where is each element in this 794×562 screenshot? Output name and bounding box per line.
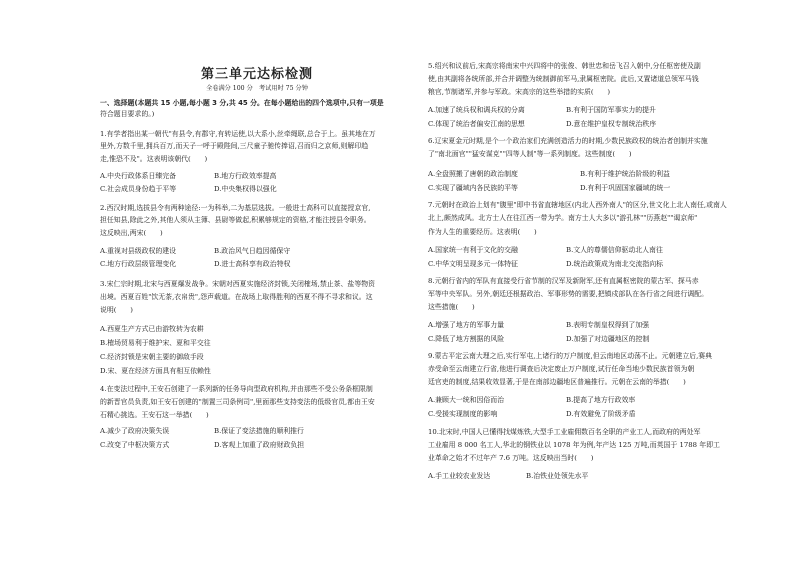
q6-option-a[interactable]: A.全盘照搬了唐朝的政治制度 — [428, 170, 518, 178]
q1-option-b[interactable]: B.地方行政效率提高 — [214, 172, 277, 180]
q7-line-3: 作为人生的重要经历。这表明( ) — [428, 228, 537, 236]
q9-option-b[interactable]: B.提高了地方行政效率 — [566, 396, 636, 404]
q1-line-3: 走,惟恐不及"。这表明该朝代( ) — [100, 155, 208, 163]
q3-option-b[interactable]: B.榷场贸易利于维护宋、夏和平交往 — [100, 339, 211, 347]
q8-line-3: 这些措施( ) — [428, 303, 475, 311]
q4-option-b[interactable]: B.保证了变法措施的顺利推行 — [214, 427, 304, 435]
q1-line-1: 1.有学者指出某一朝代"有县令,有郡守,有转运使,以大系小,丝牵绳联,总合于上。虽其地在万 — [100, 130, 376, 138]
page-subtitle: 全卷满分 100 分 考试用时 75 分钟 — [206, 85, 308, 92]
q5-option-b[interactable]: B.有利于国防军事实力的提升 — [566, 106, 656, 114]
q4-line-2: 的新晋官员负责,如王安石创建的"制置三司条例司",里面那些支持变法的低级官员,都由王安 — [100, 398, 375, 406]
q8-option-c[interactable]: C.降低了地方割据的风险 — [428, 335, 505, 343]
q2-option-c[interactable]: C.地方行政层级管理变化 — [100, 260, 177, 268]
page-title: 第三单元达标检测 — [200, 67, 313, 82]
q3-option-d[interactable]: D.宋、夏在经济方面具有相互依赖性 — [100, 367, 211, 375]
q8-line-2: 军等中央军队。另外,朝廷还根据政治、军事形势的需要,把镇戍部队在各行省之间进行调配。 — [428, 290, 709, 298]
q5-line-3: 粮官,节制诸军,并参与军政。宋高宗的这些举措的实质( ) — [428, 88, 611, 96]
section-title: 一、选择题(本题共 15 小题,每小题 3 分,共 45 分。在每小题给出的四个选项中,只有一项是 — [100, 99, 384, 107]
q4-option-d[interactable]: D.客观上加重了政府财政负担 — [214, 441, 305, 449]
q3-line-2: 出境。西夏百姓"饮无茶,衣帛贵",怨声载道。在战场上取得胜利的西夏不得不寻求和议。这 — [100, 293, 373, 301]
q2-option-a[interactable]: A.重视对县级政权的建设 — [100, 247, 177, 255]
q6-option-c[interactable]: C.实现了疆域内各民族的平等 — [428, 184, 518, 192]
q7-option-b[interactable]: B.文人的尊儒信仰驱动北人南往 — [566, 246, 663, 254]
q2-line-2: 担任知县,除此之外,其他人须从主簿、县尉等做起,积累够规定的资格,才能注授县令职务。 — [100, 216, 371, 224]
q5-option-a[interactable]: A.加速了统兵权和调兵权的分离 — [428, 106, 525, 114]
q4-option-c[interactable]: C.改变了中枢决策方式 — [100, 441, 170, 449]
q10-line-1: 10.北宋时,中国人已懂得找煤炼铁,大型手工业雇佣数百名全职的产业工人,而政府的两处军 — [428, 428, 701, 436]
q9-option-c[interactable]: C.受援实现制度的影响 — [428, 410, 498, 418]
q10-option-b[interactable]: B.冶铁业处领先水平 — [526, 472, 589, 480]
q3-option-c[interactable]: C.经济封锁是宋朝主要的御敌手段 — [100, 353, 204, 361]
q2-line-3: 这反映出,两宋( ) — [100, 229, 163, 237]
q5-line-1: 5.绍兴和议前后,宋高宗将南宋中兴四将中的张俊、韩世忠和岳飞召入朝中,分任枢密使及副 — [428, 62, 701, 70]
q3-option-a[interactable]: A.西夏生产方式已由游牧转为农耕 — [100, 325, 204, 333]
q9-option-a[interactable]: A.兼顾大一统和因俗而治 — [428, 396, 505, 404]
q8-option-b[interactable]: B.表明专制皇权得到了加强 — [566, 321, 650, 329]
q6-option-d[interactable]: D.有利于巩固国家疆域的统一 — [580, 184, 671, 192]
q6-option-b[interactable]: B.有利于维护统治阶级的利益 — [580, 170, 670, 178]
q6-line-2: 了"南北面官""猛安谋克""四等人制"等一系列制度。这些制度( ) — [428, 150, 632, 158]
q5-option-d[interactable]: D.意在维护皇权专制统治秩序 — [566, 120, 657, 128]
q2-option-b[interactable]: B.政治风气日趋因循保守 — [214, 247, 291, 255]
q1-line-2: 里外,方数千里,拥兵百万,而天子一呼于殿陛间,三尺童子驰传捧诏,召而归之京师,则解印趋 — [100, 142, 369, 150]
q7-option-a[interactable]: A.国家统一有利于文化的交融 — [428, 246, 518, 254]
q3-line-1: 3.宋仁宗时期,北宋与西夏爆发战争。宋朝对西夏实施经济封锁,关闭榷场,禁止茶、盐等物资 — [100, 280, 375, 288]
q2-line-1: 2.西汉时期,选拔县令有两种途径:一为科举,二为基层选拔。一般进士高科可以直接授京官, — [100, 204, 371, 212]
q2-option-d[interactable]: D.进士高科享有政治特权 — [214, 260, 291, 268]
section-title-cont: 符合题目要求的。) — [100, 110, 155, 118]
q4-line-3: 石精心挑选。王安石这一举措( ) — [100, 411, 209, 419]
q7-line-2: 北上,颇然成风。北方士人在往江西一带为学。南方士人大多以"游孔林""历燕赵""谒京师" — [428, 214, 698, 222]
q7-option-d[interactable]: D.统治政策成为南北交流指向标 — [566, 260, 664, 268]
q9-option-d[interactable]: D.有效避免了阶级矛盾 — [566, 410, 636, 418]
q7-option-c[interactable]: C.中华文明呈现多元一体特征 — [428, 260, 518, 268]
q5-option-c[interactable]: C.体现了统治者偏安江南的思想 — [428, 120, 525, 128]
q4-line-1: 4.在变法过程中,王安石创建了一系列新的任务导向型政府机构,并由那些不受公务条框限制 — [100, 385, 373, 393]
q6-line-1: 6.辽宋夏金元时期,是个一个政治家们充满创造活力的时期,少数民族政权的统治者创制并实施 — [428, 137, 708, 145]
q10-line-3: 业革命之始才不过年产 7.6 万吨。这反映出当时( ) — [428, 454, 594, 462]
q9-line-3: 廷官吏的制度,结果收效显著,于是在南部边疆地区普遍推行。元朝在云南的举措( ) — [428, 378, 686, 386]
q1-option-c[interactable]: C.社会成员身份趋于平等 — [100, 185, 177, 193]
q8-option-a[interactable]: A.增强了地方的军事力量 — [428, 321, 505, 329]
q7-line-1: 7.元朝时在政治上划有"腹里"即中书省直辖地区(内北人西外南人"的区分,世文化上北人南任,或南人 — [428, 201, 727, 209]
q5-line-2: 使,由其副将各统所部,并合并调整为统制御前军马,隶属枢密院。此后,又置诸道总领军马钱 — [428, 75, 699, 83]
q4-option-a[interactable]: A.减少了政府决策失误 — [100, 427, 170, 435]
q10-line-2: 工业雇用 8 000 名工人,华北的钢铁业以 1078 年为例,年产达 125 万吨,而英国于 1788 年即工 — [428, 441, 720, 449]
q8-line-1: 8.元朝行省内的军队有直接受行省节制的汉军及新附军,还有直属枢密院的蒙古军、探马赤 — [428, 277, 699, 285]
q3-line-3: 说明( ) — [100, 306, 133, 314]
q10-option-a[interactable]: A.手工业较农业发达 — [428, 472, 491, 480]
q9-line-1: 9.蒙古平定云南大理之后,实行军屯,上诸行的万户制度,但云南地区动荡不止。元朝建立后,赛典 — [428, 352, 713, 360]
q8-option-d[interactable]: D.加强了对边疆地区的控制 — [566, 335, 650, 343]
q9-line-2: 赤受命至云南建立行省,他进行调查后决定废止万户制度,试行任命当地少数民族首领为朝 — [428, 365, 695, 373]
q1-option-d[interactable]: D.中央集权得以强化 — [214, 185, 277, 193]
q1-option-a[interactable]: A.中央行政体系日臻完备 — [100, 172, 177, 180]
